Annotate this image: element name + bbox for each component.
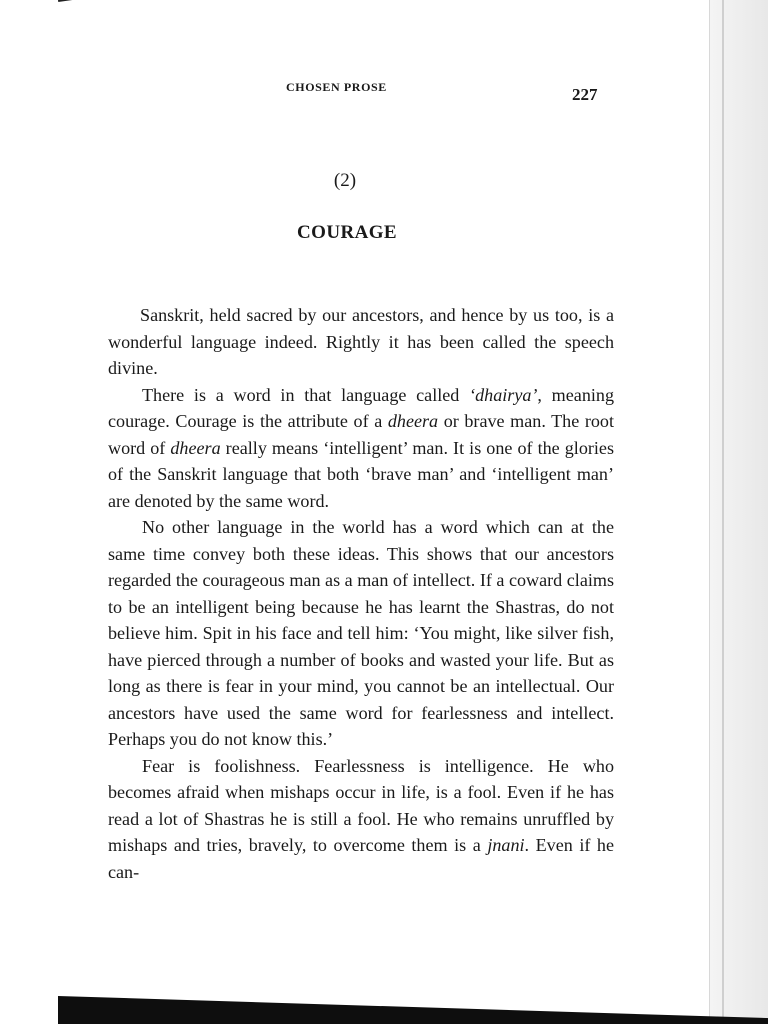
text-run: , meaning courage. Courage is the attribute of a xyxy=(108,384,614,431)
paragraph xyxy=(108,753,614,886)
text-run: . Even if he can- xyxy=(108,835,615,882)
paragraph xyxy=(108,382,614,515)
body-text xyxy=(108,302,614,885)
running-head: CHOSEN PROSE xyxy=(286,80,387,94)
facing-page-edge xyxy=(709,0,768,1024)
italic-text-run: ‘dhairya’ xyxy=(469,384,538,405)
page-bottom-shadow xyxy=(58,996,768,1024)
book-gutter-line xyxy=(722,0,724,1024)
paragraph xyxy=(108,302,614,382)
text-run: Fear is foolishness. Fearlessness is intelligence. He who becomes afraid when mishaps occur in life, is a fool. Even if he has read a lot of Shastras he is still a fool. He who remains unruffled by mishaps and tries, bravely, to overcome them is a xyxy=(108,755,614,855)
paragraph xyxy=(108,514,614,753)
chapter-title: COURAGE xyxy=(297,222,397,243)
italic-text-run: dheera xyxy=(387,411,439,431)
italic-text-run: dheera xyxy=(170,437,221,458)
text-run: really means ‘intelligent’ man. It is one of the glories of the Sanskrit language that both ‘brave man’ and ‘intelligent man’ are denoted by the same word. xyxy=(108,437,614,511)
italic-text-run: jnani xyxy=(487,835,525,855)
page-number: 227 xyxy=(572,85,598,104)
text-run: There is a word in that language called xyxy=(142,384,470,405)
page-corner-edge xyxy=(58,0,139,16)
text-run: No other language in the world has a word which can at the same time convey both these ideas. This shows that our ancestors regarded the courageous man as a man of intellect. If a coward claims to be an intelligent being because he has learnt the Shastras, do not believe him. Spit in his face and tell him: ‘You might, like silver fish, have pierced through a number of books and wasted your life. But as long as there is fear in your mind, you cannot be an intellectual. Our ancestors have used the same word for fearlessness and intellect. Perhaps you do not know this.’ xyxy=(108,517,614,749)
text-run: Sanskrit, held sacred by our ancestors, and hence by us too, is a wonderful language indeed. Rightly it has been called the speech divine. xyxy=(108,305,614,378)
section-number: (2) xyxy=(333,170,357,191)
text-run: or brave man. The root word of xyxy=(108,411,614,458)
